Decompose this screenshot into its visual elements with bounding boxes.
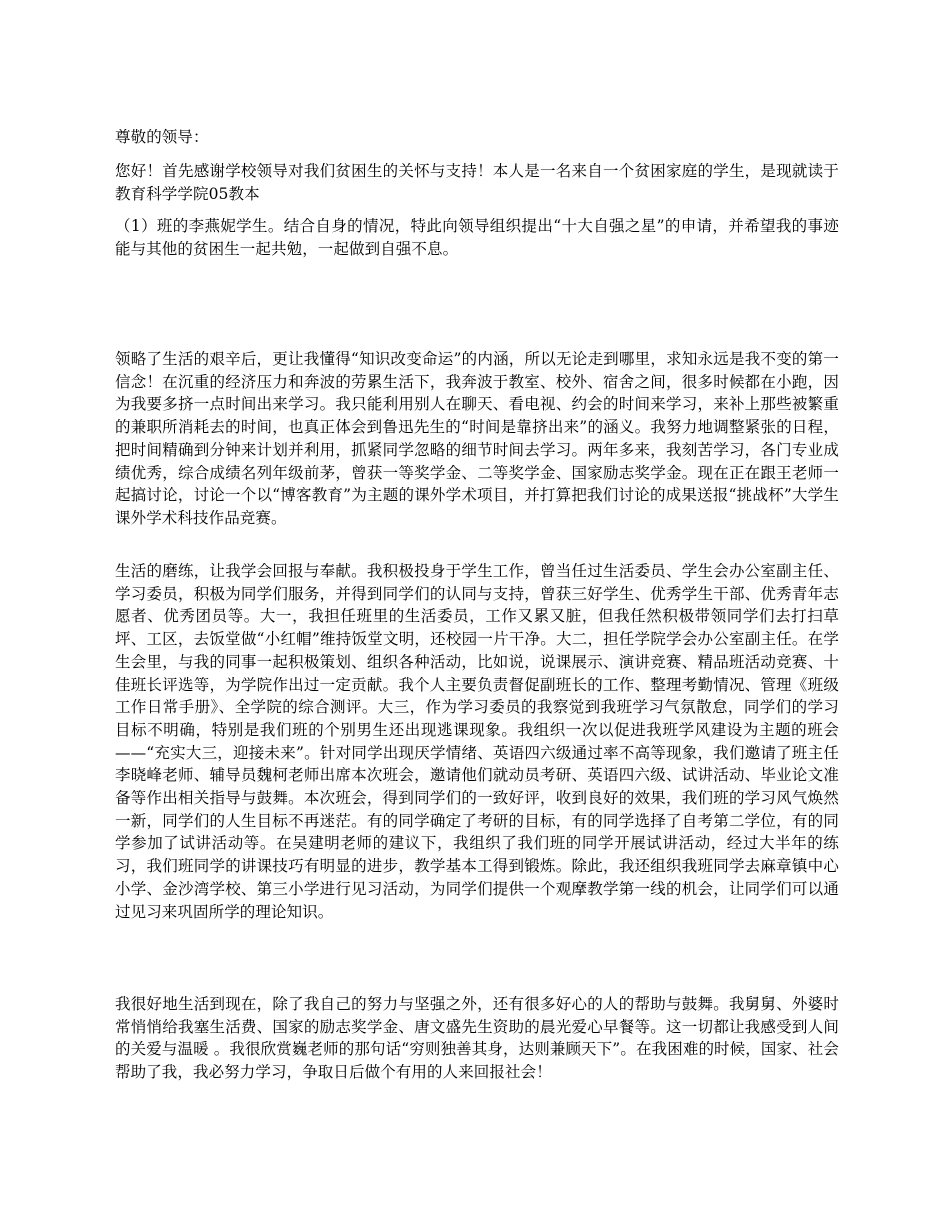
body-paragraph-study: 领略了生活的艰辛后，更让我懂得“知识改变命运”的内涵，所以无论走到哪里，求知永远是我不变的第一信念！在沉重的经济压力和奔波的劳累生活下，我奔波于教室、校外、宿舍之间，很多时候都在小跑，因为我要多挤一点时间出来学习。我只能利用别人在聊天、看电视、约会的时间来学习，来补上那些被繁重的兼职所消耗去的时间，也真正体会到鲁迅先生的“时间是靠挤出来”的涵义。我努力地调整紧张的日程，把时间精确到分钟来计划并利用，抓紧同学忽略的细节时间去学习。两年多来，我刻苦学习，各门专业成绩优秀，综合成绩名列年级前茅，曾获一等奖学金、二等奖学金、国家励志奖学金。现在正在跟王老师一起搞讨论，讨论一个以“博客教育”为主题的课外学术项目，并打算把我们讨论的成果送报“挑战杯”大学生课外学术科技作品竞赛。 <box>115 350 839 527</box>
intro-paragraph-continued: （1）班的李燕妮学生。结合自身的情况，特此向领导组织提出“十大自强之星”的申请，并希望我的事迹能与其他的贫困生一起共勉，一起做到自强不息。 <box>115 217 839 258</box>
salutation: 尊敬的领导： <box>115 128 209 146</box>
intro-paragraph: 您好！首先感谢学校领导对我们贫困生的关怀与支持！本人是一名来自一个贫困家庭的学生，是现就读于教育科学学院05教本 <box>115 162 839 203</box>
body-paragraph-service: 生活的磨练，让我学会回报与奉献。我积极投身于学生工作，曾当任过生活委员、学生会办公室副主任、学习委员，积极为同学们服务，并得到同学们的认同与支持，曾获三好学生、优秀学生干部、优秀青年志愿者、优秀团员等。大一，我担任班里的生活委员，工作又累又脏，但我任然积极带领同学们去打扫草坪、工区，去饭堂做“小红帽”维持饭堂文明，还校园一片干净。大二，担任学院学会办公室副主任。在学生会里，与我的同事一起积极策划、组织各种活动，比如说，说课展示、演讲竞赛、精品班活动竞赛、十佳班长评选等，为学院作出过一定贡献。我个人主要负责督促副班长的工作、整理考勤情况、管理《班级工作日常手册》、全学院的综合测评。大三，作为学习委员的我察觉到我班学习气氛散怠，同学们的学习目标不明确，特别是我们班的个别男生还出现逃课现象。我组织一次以促进我班学风建设为主题的班会——“充实大三，迎接未来”。针对同学出现厌学情绪、英语四六级通过率不高等现象，我们邀请了班主任李晓峰老师、辅导员魏柯老师出席本次班会，邀请他们就动员考研、英语四六级、试讲活动、毕业论文准备等作出相关指导与鼓舞。本次班会，得到同学们的一致好评，收到良好的效果，我们班的学习风气焕然一新，同学们的人生目标不再迷茫。有的同学确定了考研的目标，有的同学选择了自考第二学位，有的同学参加了试讲活动等。在吴建明老师的建议下，我组织了我们班的同学开展试讲活动，经过大半年的练习，我们班同学的讲课技巧有明显的进步，教学基本工得到锻炼。除此，我还组织我班同学去麻章镇中心小学、金沙湾学校、第三小学进行见习活动，为同学们提供一个观摩教学第一线的机会，让同学们可以通过见习来巩固所学的理论知识。 <box>115 562 839 921</box>
body-paragraph-gratitude: 我很好地生活到现在，除了我自己的努力与坚强之外，还有很多好心的人的帮助与鼓舞。我舅舅、外婆时常悄悄给我塞生活费、国家的励志奖学金、唐文盛先生资助的晨光爱心早餐等。这一切都让我感受到人间的关爱与温暖 。我很欣赏巍老师的那句话“穷则独善其身，达则兼顾天下”。在我困难的时候，国家、社会帮助了我，我必努力学习，争取日后做个有用的人来回报社会！ <box>115 995 839 1082</box>
